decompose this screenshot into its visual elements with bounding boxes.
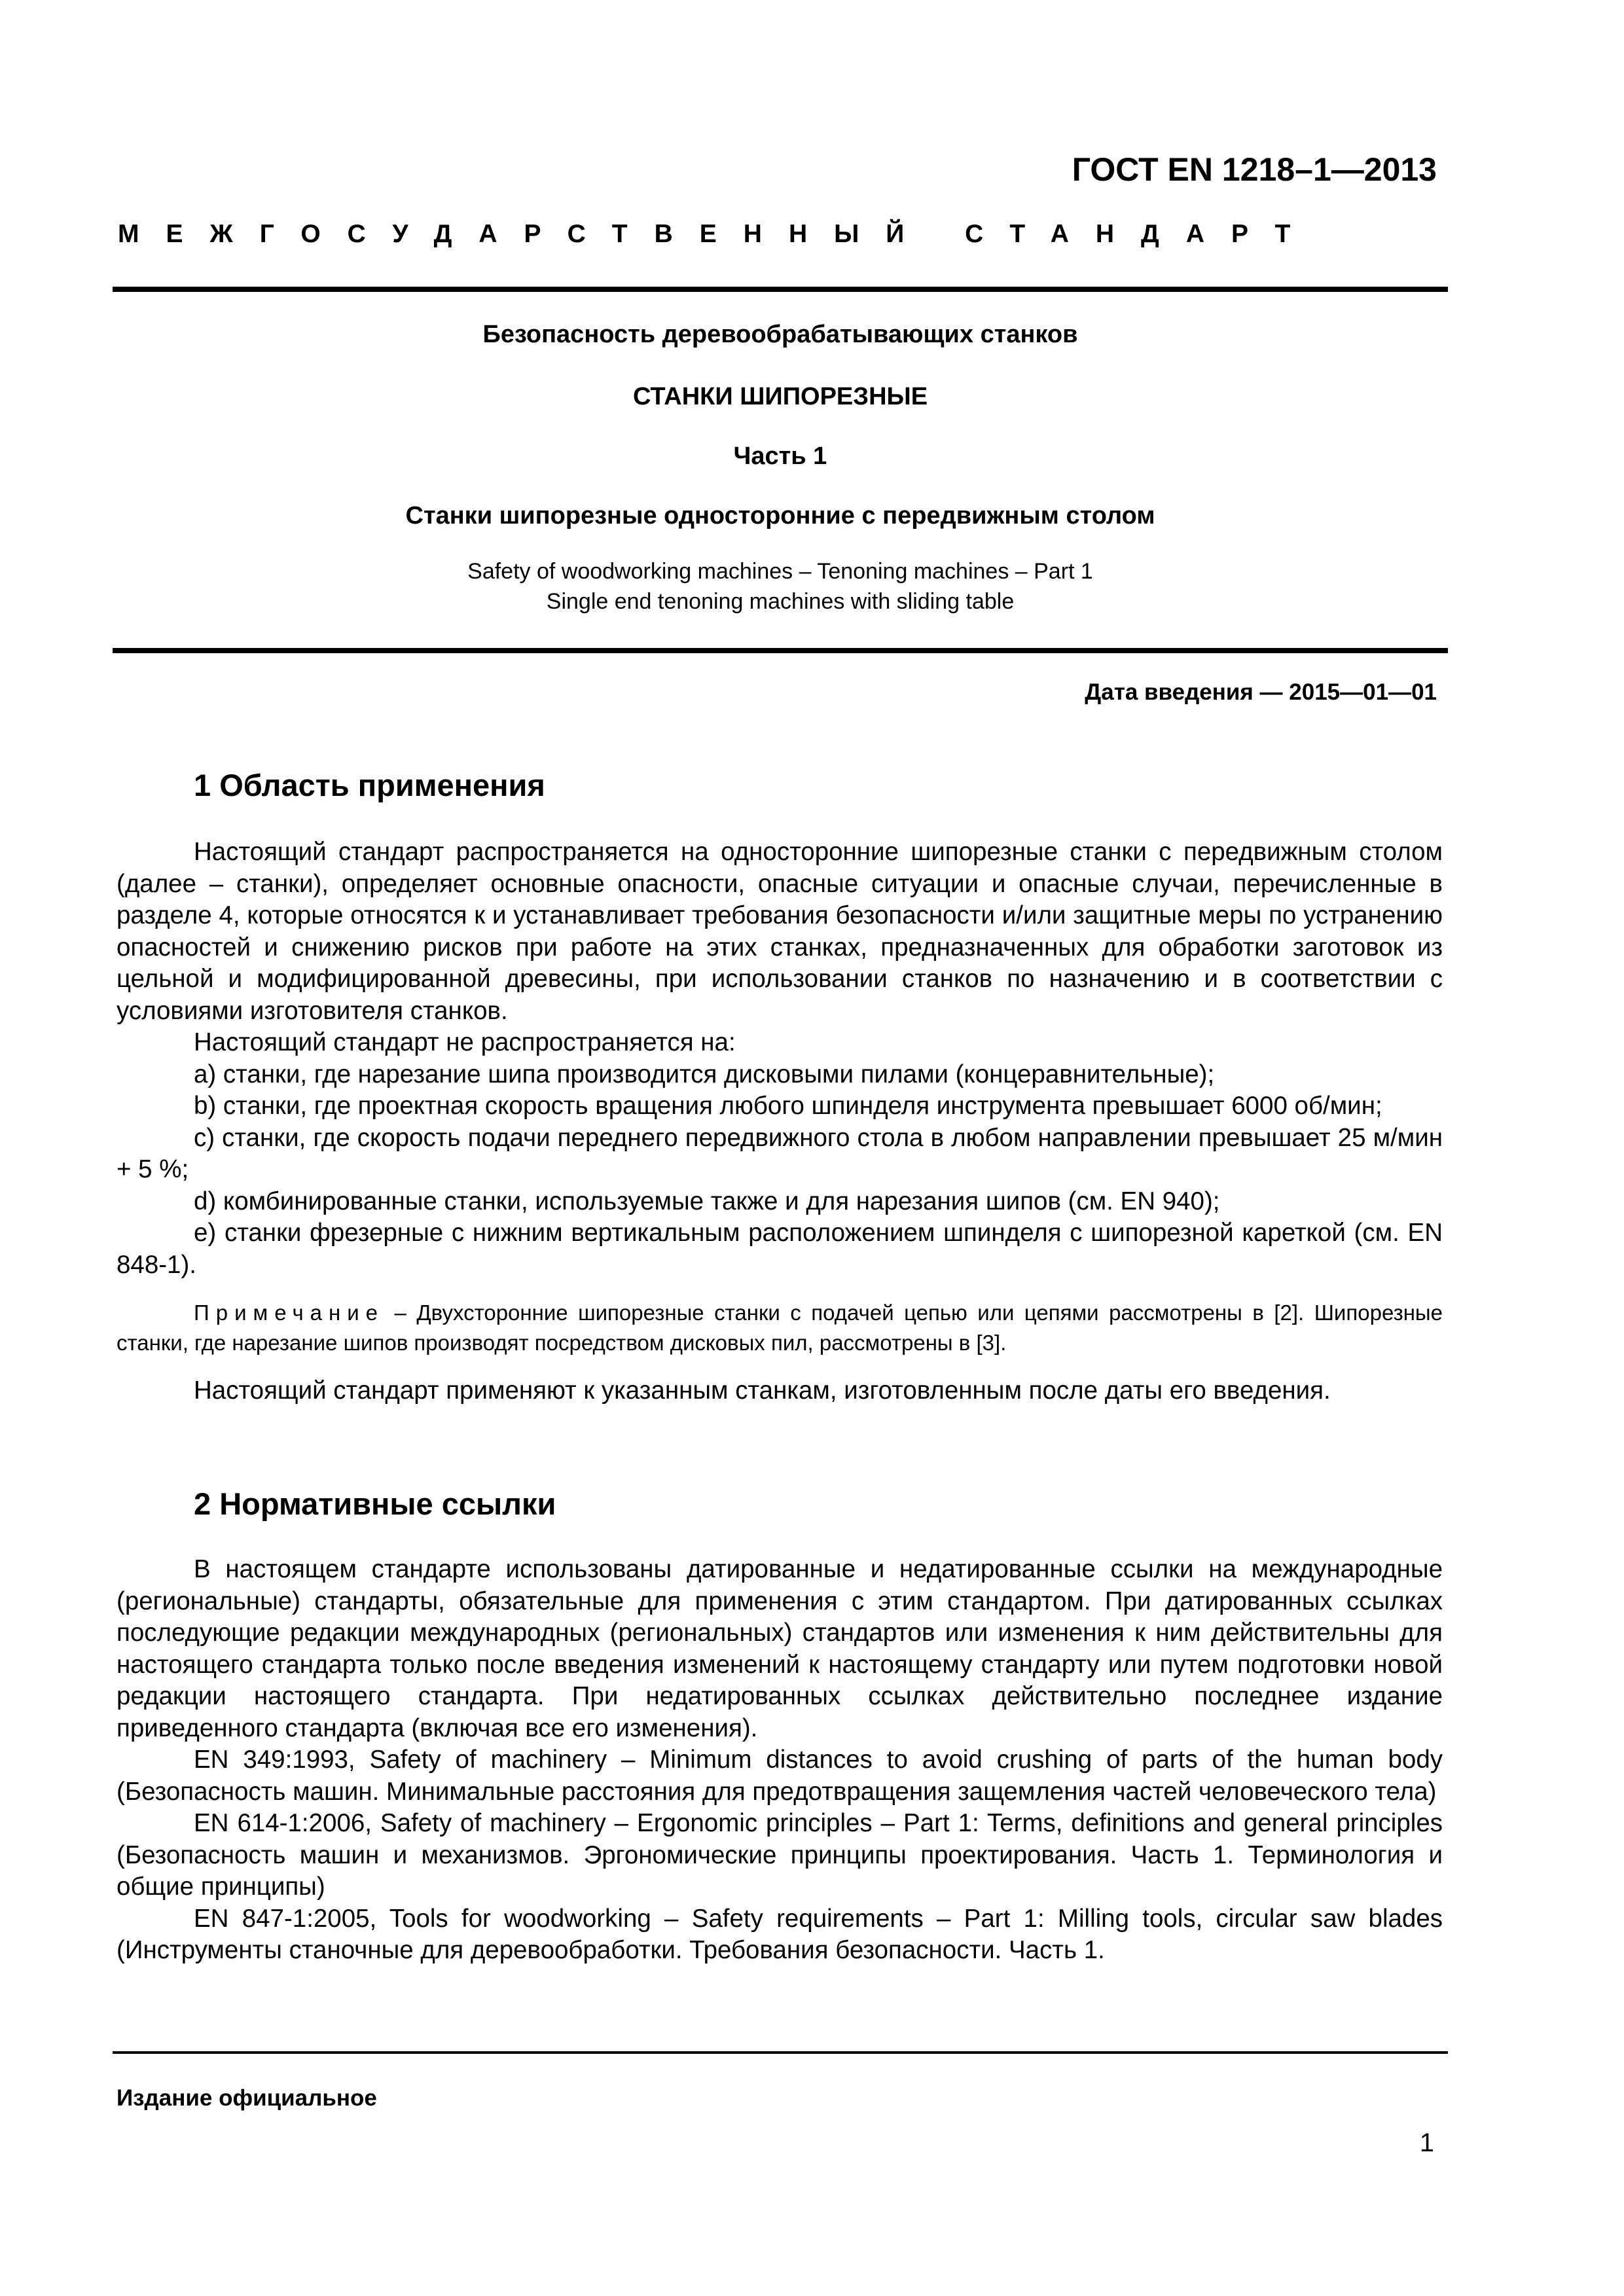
exclusion-item-c: c) станки, где скорость подачи переднего передвижного стола в любом направлении превышает 25 м/мин + 5 %; xyxy=(117,1123,1443,1183)
section-2-heading: 2 Нормативные ссылки xyxy=(194,1486,556,1521)
exclusion-item-d: d) комбинированные станки, используемые также и для нарезания шипов (см. EN 940); xyxy=(194,1187,1220,1215)
official-edition-label: Издание официальное xyxy=(117,2085,377,2111)
section-2-body xyxy=(117,1554,1443,1967)
section-1-paragraph-1: Настоящий стандарт распространяется на односторонние шипорезные станки с передвижным столом (далее – станки), определяет основные опасности, опасные ситуации и опасные случаи, перечисленные в разделе 4, которые относятся к и устанавливает требования безопасности и/или защитные меры по устранению опасностей и снижению рисков при работе на этих станках, предназначенных для обработки заготовок из цельной и модифицированной древесины, при использовании станков по назначению и в соответствии с условиями изготовителя станков. xyxy=(117,838,1443,1025)
section-1-paragraph-2: Настоящий стандарт не распространяется на: xyxy=(194,1028,736,1056)
note-label: Примечание xyxy=(194,1300,385,1325)
page-number: 1 xyxy=(1419,2128,1434,2157)
exclusion-item-a: a) станки, где нарезание шипа производится дисковыми пилами (концеравнительные); xyxy=(194,1060,1215,1088)
section-1-body xyxy=(117,836,1443,1407)
exclusion-item-b: b) станки, где проектная скорость вращения любого шпинделя инструмента превышает 6000 об/мин; xyxy=(194,1092,1382,1120)
title-rule xyxy=(113,648,1448,653)
interstate-standard-label: МЕЖГОСУДАРСТВЕННЫЙ СТАНДАРТ xyxy=(118,220,1318,248)
title-line-3: Часть 1 xyxy=(733,442,827,470)
standard-code: ГОСТ EN 1218–1—2013 xyxy=(1072,151,1437,188)
reference-en-847-1: EN 847-1:2005, Tools for woodworking – Safety requirements – Part 1: Milling tools, circular saw blades (Инструменты станочные для деревообработки. Требования безопасности. Часть 1. xyxy=(117,1904,1443,1964)
section-1-paragraph-3: Настоящий стандарт применяют к указанным станкам, изготовленным после даты его введения. xyxy=(194,1376,1331,1405)
reference-en-614-1: EN 614-1:2006, Safety of machinery – Ergonomic principles – Part 1: Terms, definitions and general principles (Безопасность машин и механизмов. Эргономические принципы проектирования. Часть 1. Терминология и общие принципы) xyxy=(117,1809,1443,1901)
title-line-2: СТАНКИ ШИПОРЕЗНЫЕ xyxy=(632,383,928,410)
title-block xyxy=(113,321,1448,617)
title-english-line-2: Single end tenoning machines with sliding table xyxy=(546,589,1015,614)
section-2-paragraph-1: В настоящем стандарте использованы датированные и недатированные ссылки на международные (региональные) стандарты, обязательные для применения с этим стандартом. При датированных ссылках последующие редакции международных (региональных) стандартов или изменения к ним действительны для настоящего стандарта только после введения изменений к настоящему стандарту или путем подготовки новой редакции настоящего стандарта. При недатированных ссылках действительно последнее издание приведенного стандарта (включая все его изменения). xyxy=(117,1555,1443,1742)
title-english-line-1: Safety of woodworking machines – Tenoning machines – Part 1 xyxy=(467,559,1093,584)
exclusion-item-e: e) станки фрезерные с нижним вертикальным расположением шпинделя с шипорезной кареткой (см. EN 848-1). xyxy=(117,1219,1443,1279)
reference-en-349: EN 349:1993, Safety of machinery – Minimum distances to avoid crushing of parts of the human body (Безопасность машин. Минимальные расстояния для предотвращения защемления частей человеческого тела) xyxy=(117,1746,1443,1806)
intro-date: Дата введения — 2015—01—01 xyxy=(1085,679,1437,705)
note xyxy=(117,1298,1443,1358)
section-1-heading: 1 Область применения xyxy=(194,768,545,802)
title-line-1: Безопасность деревообрабатывающих станков xyxy=(482,321,1078,348)
header-rule xyxy=(113,287,1448,292)
title-line-4: Станки шипорезные односторонние с передвижным столом xyxy=(405,502,1155,529)
note-text: – Двухсторонние шипорезные станки с подачей цепью или цепями рассмотрены в [2]. Шипорезные станки, где нарезание шипов производят посредством дисковых пил, рассмотрены в [3]. xyxy=(117,1300,1443,1355)
footer-rule xyxy=(113,2051,1448,2054)
